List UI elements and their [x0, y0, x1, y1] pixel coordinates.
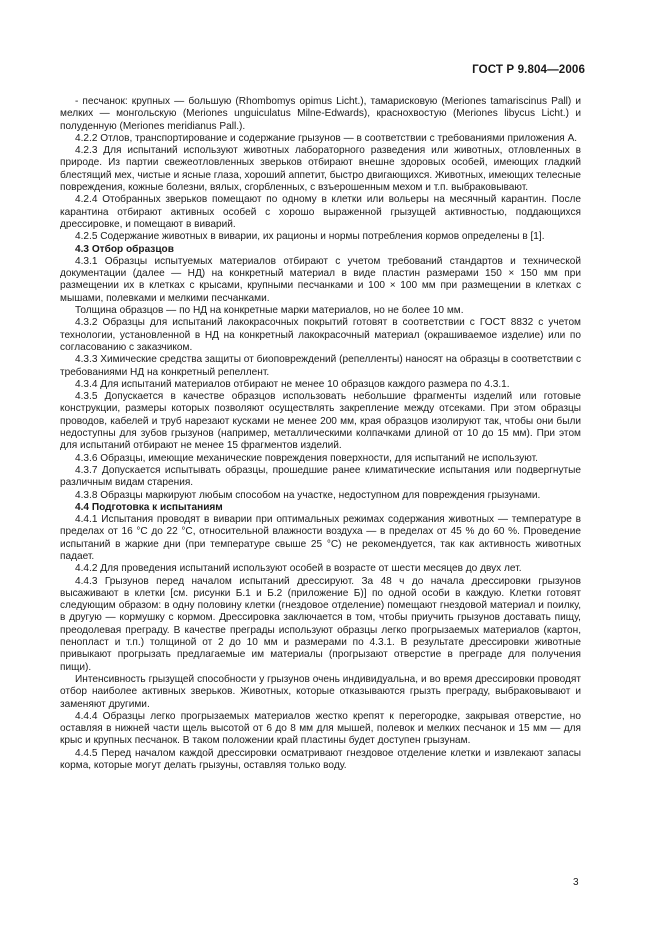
paragraph: 4.4.5 Перед началом каждой дрессировки осматривают гнездовое отделение клетки и извлекают запасы корма, которые могут делать грызуны, оставляя только воду. — [60, 747, 581, 772]
paragraph: 4.3.8 Образцы маркируют любым способом на участке, недоступном для повреждения грызунами. — [75, 489, 541, 501]
paragraph: 4.3.4 Для испытаний материалов отбирают не менее 10 образцов каждого размера по 4.3.1. — [75, 378, 510, 390]
paragraph: 4.4.3 Грызунов перед началом испытаний дрессируют. За 48 ч до начала дрессировки грызунов высаживают в клетки [см. рисунки Б.1 и Б.2 (приложение Б)] по одной особи в каждую. Клетки готовят следующим образом: в одну половину клетки (гнездовое отделение) помещают гнездовой материал и поилку, в другую — кормушку с кормом. Дрессировка заключается в том, чтобы приучить грызунов доставать пищу, преодолевая преграду. В качестве преграды используют образцы легко прогрызаемых материалов (картон, пенопласт и т.п.) толщиной от 2 до 10 мм и размерами по 4.3.1. В результате дрессировки животные привыкают прогрызать предлагаемые им материалы (прогрызают отверстие в преграде для получения пищи). — [60, 575, 581, 673]
paragraph: Толщина образцов — по НД на конкретные марки материалов, но не более 10 мм. — [75, 305, 464, 317]
paragraph: 4.3.6 Образцы, имеющие механические повреждения поверхности, для испытаний не используют. — [75, 452, 538, 464]
document-body — [60, 96, 581, 772]
paragraph: 4.4.2 Для проведения испытаний используют особей в возрасте от шести месяцев до двух лет. — [75, 563, 522, 575]
paragraph: 4.2.3 Для испытаний используют животных лабораторного разведения или животных, отловленных в природе. Из партии свежеотловленных зверьков отбирают внешне здоровых особей, имеющих гладкий блестящий мех, чистые и ясные глаза, хороший аппетит, быстро двигающихся. Животных, имеющих телесные повреждения, кожные болезни, вялых, сгорбленных, с взъерошенным мехом и т.п. выбраковывают. — [60, 145, 581, 194]
document-header: ГОСТ Р 9.804—2006 — [472, 63, 585, 76]
paragraph: 4.3.3 Химические средства защиты от биоповреждений (репелленты) наносят на образцы в соответствии с требованиями НД на конкретный репеллент. — [60, 354, 581, 378]
section-heading: 4.4 Подготовка к испытаниям — [75, 501, 223, 513]
paragraph: 4.3.2 Образцы для испытаний лакокрасочных покрытий готовят в соответствии с ГОСТ 8832 с учетом технологии, установленной в НД на конкретный лакокрасочный материал (окрашиваемое изделие) или по согласованию с заказчиком. — [60, 317, 581, 353]
paragraph: 4.3.5 Допускается в качестве образцов использовать небольшие фрагменты изделий или готовые конструкции, размеры которых позволяют осуществлять закрепление между отсеками. При этом образцы проводов, кабелей и труб нарезают кусками не менее 200 мм, края образцов изолируют так, чтобы они были недоступны для зубов грызунов (например, металлическими колпачками длиной от 10 до 15 мм). При этом для испытаний отбирают не менее 15 фрагментов изделий. — [60, 391, 581, 452]
paragraph: - песчанок: крупных — большую (Rhombomys opimus Licht.), тамарисковую (Meriones tamariscinus Pall) и мелких — монгольскую (Meriones unguiculatus Milne-Edwards), краснохвостую (Meriones libycus Licht.) и полуденную (Meriones meridianus Pall.). — [60, 96, 581, 132]
paragraph: 4.4.1 Испытания проводят в виварии при оптимальных режимах содержания животных — температуре в пределах от 16 °С до 22 °С, относительной влажности воздуха — в пределах от 45 % до 60 %. Проведение испытаний в жаркие дни (при температуре свыше 25 °С) не рекомендуется, так как активность животных падает. — [60, 514, 581, 562]
paragraph: 4.2.2 Отлов, транспортирование и содержание грызунов — в соответствии с требованиями приложения А. — [75, 132, 578, 144]
page-number: 3 — [573, 877, 579, 888]
section-heading: 4.3 Отбор образцов — [75, 243, 174, 255]
paragraph: 4.3.1 Образцы испытуемых материалов отбирают с учетом требований стандартов и технической документации (далее — НД) на конкретный материал в виде пластин размерами 150 × 150 мм при размещении их в клетках с крысами, крупными песчанками и 100 × 100 мм при размещении в клетках с мышами, полевками и мелкими песчанками. — [60, 255, 581, 304]
paragraph: 4.3.7 Допускается испытывать образцы, прошедшие ранее климатические испытания или подвергнутые различным видам старения. — [60, 464, 581, 489]
paragraph: Интенсивность грызущей способности у грызунов очень индивидуальна, и во время дрессировки проводят отбор наиболее активных зверьков. Животных, которые отказываются грызть преграду, выбраковывают и заменяют другими. — [60, 673, 581, 710]
paragraph: 4.4.4 Образцы легко прогрызаемых материалов жестко крепят к перегородке, закрывая отверстие, но оставляя в нижней части щель высотой от 6 до 8 мм для мышей, полевок и мелких песчанок и 15 мм — для крыс и крупных песчанок. В таком положении край пластины будет доступен грызунам. — [60, 710, 581, 747]
paragraph: 4.2.4 Отобранных зверьков помещают по одному в клетки или вольеры на месячный карантин. После карантина отбирают активных особей с хорошо выраженной грызущей активностью, поддающихся дрессировке, и помещают в виварий. — [60, 194, 581, 230]
paragraph: 4.2.5 Содержание животных в виварии, их рационы и нормы потребления кормов определены в [1]. — [75, 231, 545, 243]
